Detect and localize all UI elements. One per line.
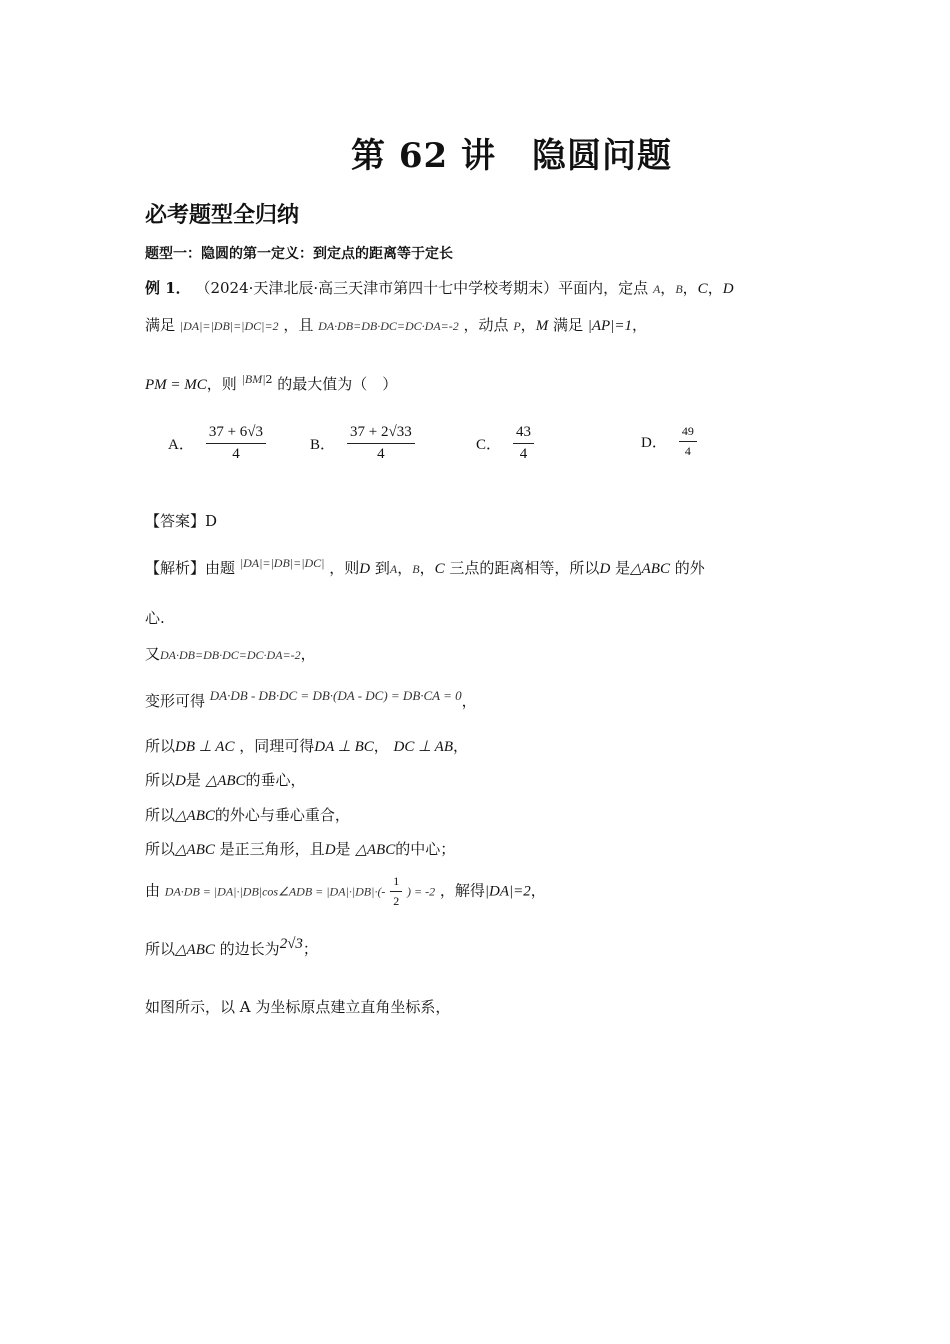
analysis-line-6: 所以D是 △ABC的垂心， <box>145 771 306 789</box>
analysis-line-9: 由 DA·DB = |DA|·|DB|cos∠ADB = |DA|·|DB|·(- $\frac{1}{2}$ ) = -2 ，解得|DA|=2， <box>145 874 546 908</box>
page-title: 第 62 讲 隐圆问题 <box>351 136 672 176</box>
analysis-line-3: 又DA·DB=DB·DC=DC·DA=-2， <box>145 645 316 663</box>
analysis-line-5: 所以DB ⊥ AC ，同理可得DA ⊥ BC， DC ⊥ AB， <box>145 737 469 755</box>
example-line-3: PM = MC，则 $^{|BM|2}$ 的最大值为（ ） <box>145 372 398 393</box>
example-line-1: 例 1． （2024·天津北辰·高三天津市第四十七中学校考期末）平面内，定点 A，B，C，D <box>145 279 734 297</box>
analysis-line-10: 所以△ABC 的边长为2√3； <box>145 936 318 958</box>
analysis-line-7: 所以△ABC的外心与垂心重合， <box>145 806 350 824</box>
analysis-line-8: 所以△ABC 是正三角形，且D是 △ABC的中心； <box>145 840 456 858</box>
analysis-line-2: 心. <box>145 609 165 627</box>
analysis-line-11: 如图所示，以 A 为坐标原点建立直角坐标系， <box>145 998 451 1016</box>
option-c: C． $\frac{43}{4}$ <box>476 424 534 463</box>
analysis-line-1: 【解析】由题 $^{|DA|=|DB|=|DC|}$ ，则D 到A，B，C 三点的距离相等，所以D 是△ABC 的外 <box>145 556 705 577</box>
answer-line: 【答案】D <box>145 512 218 530</box>
subsection-heading: 题型一：隐圆的第一定义：到定点的距离等于定长 <box>145 246 453 262</box>
option-d: D． $\frac{49}{4}$ <box>641 424 697 459</box>
example-line-2: 满足 |DA|=|DB|=|DC|=2 ，且 DA·DB=DB·DC=DC·DA=-2 ，动点 P，M 满足 |AP|=1， <box>145 316 647 334</box>
section-heading: 必考题型全归纳 <box>145 203 300 228</box>
option-b: B． $\frac{37 + 2√33}{4}$ <box>310 424 415 463</box>
option-a: A． $\frac{37 + 6√3}{4}$ <box>168 424 266 463</box>
analysis-line-4: 变形可得 DA·DB - DB·DC = DB·(DA - DC) = DB·CA = 0， <box>145 688 477 710</box>
